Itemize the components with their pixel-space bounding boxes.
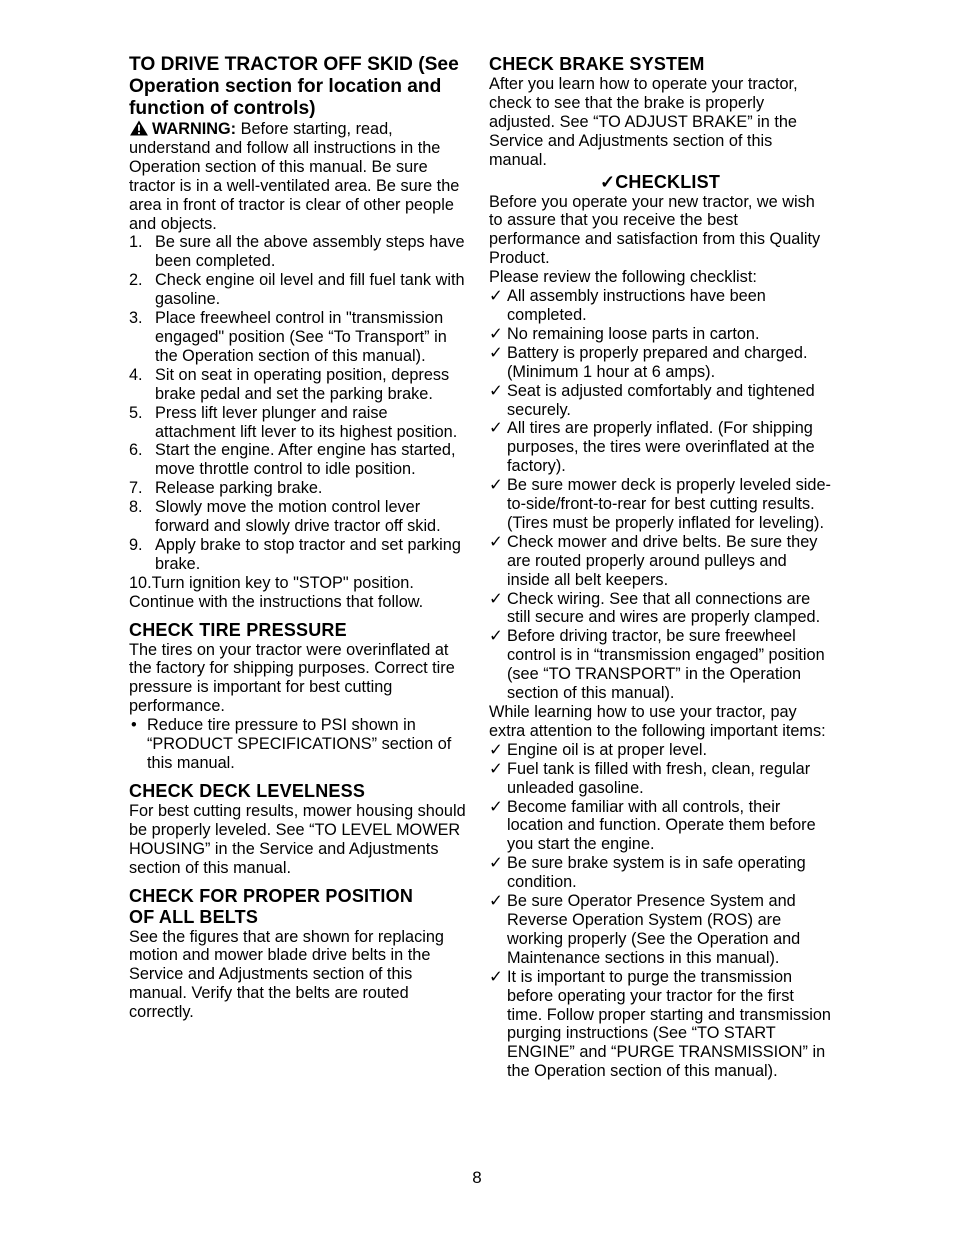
- brake-system-text: After you learn how to operate your tractor, check to see that the brake is properly adjusted. See “TO ADJUST BRAKE” in the Service and Adjustments section of this manual.: [489, 75, 798, 169]
- tire-pressure-bullets: [129, 716, 471, 773]
- warning-label: WARNING:: [152, 120, 237, 138]
- list-item: ✓ Check wiring. See that all connections are still secure and wires are properly clamped.: [489, 589, 821, 627]
- list-item: 2. Check engine oil level and fill fuel tank with gasoline.: [129, 271, 465, 309]
- list-item: ✓ Before driving tractor, be sure freewheel control is in “transmission engaged” position (see “TO TRANSPORT” in the Operation section of this manual).: [489, 627, 825, 703]
- belts-heading: CHECK FOR PROPER POSITION OF ALL BELTS: [129, 885, 414, 927]
- drive-off-skid-heading: TO DRIVE TRACTOR OFF SKID (See Operation section for location and function of controls): [129, 54, 459, 119]
- deck-levelness-text: For best cutting results, mower housing should be properly leveled. See “TO LEVEL MOWER HOUSING” in the Service and Adjustments section of this manual.: [129, 801, 466, 877]
- list-item: ✓ Be sure brake system is in safe operating condition.: [489, 854, 806, 892]
- tire-pressure-text: The tires on your tractor were overinflated at the factory for shipping purposes. Correct tire pressure is important for best cutting performance.: [129, 640, 455, 716]
- list-item: 5. Press lift lever plunger and raise attachment lift lever to its highest position.: [129, 403, 458, 441]
- drive-steps-list: [129, 233, 471, 573]
- deck-levelness-heading: CHECK DECK LEVELNESS: [129, 780, 366, 801]
- check-icon: ✓: [489, 532, 503, 551]
- check-icon: ✓: [489, 627, 503, 646]
- page-number: 8: [472, 1168, 482, 1187]
- check-icon: ✓: [489, 419, 503, 438]
- check-icon: ✓: [489, 589, 503, 608]
- list-item: 4. Sit on seat in operating position, depress brake pedal and set the parking brake.: [129, 365, 450, 403]
- check-icon: ✓: [489, 324, 503, 343]
- bullet-icon: •: [131, 716, 137, 735]
- list-item: ✓ It is important to purge the transmission before operating your tractor for the first time. Follow proper starting and transmission purging instructions (See “TO START ENGINE” and “PURGE TRANSMISSION” in the Operation section of this manual).: [489, 967, 831, 1081]
- right-column: [489, 54, 831, 1081]
- list-item: ✓ Fuel tank is filled with fresh, clean, regular unleaded gasoline.: [489, 759, 811, 797]
- check-icon: ✓: [489, 854, 503, 873]
- list-item: ✓ Become familiar with all controls, their location and function. Operate them before you start the engine.: [489, 797, 816, 854]
- list-item: 6. Start the engine. After engine has started, move throttle control to idle position.: [129, 441, 456, 479]
- check-icon: ✓: [489, 381, 503, 400]
- check-icon: ✓: [489, 287, 503, 306]
- important-items-list: [489, 741, 831, 1081]
- step-10: 10.Turn ignition key to "STOP" position.: [129, 573, 414, 592]
- tire-pressure-heading: CHECK TIRE PRESSURE: [129, 619, 347, 640]
- list-item: ✓ Seat is adjusted comfortably and tightened securely.: [489, 381, 815, 419]
- list-item: ✓ Be sure Operator Presence System and Reverse Operation System (ROS) are working properly (See the Operation and Maintenance sections in this manual).: [489, 892, 801, 967]
- check-icon: ✓: [489, 759, 503, 778]
- check-icon: ✓: [489, 967, 503, 986]
- continue-text: Continue with the instructions that follow.: [129, 592, 424, 611]
- checklist-heading: ✓CHECKLIST: [599, 171, 721, 192]
- list-item: 8. Slowly move the motion control lever forward and slowly drive tractor off skid.: [129, 498, 441, 536]
- review-text: Please review the following checklist:: [489, 268, 757, 287]
- list-item: ✓ All assembly instructions have been completed.: [489, 287, 766, 324]
- check-icon: ✓: [489, 797, 503, 816]
- check-icon: ✓: [489, 343, 503, 362]
- warning-text: Before starting, read, understand and follow all instructions in the Operation section of this manual. Be sure tractor is in a well-ventilated area. Be sure the area in front of tractor is clear of other people and objects.: [129, 120, 460, 233]
- brake-system-heading: CHECK BRAKE SYSTEM: [489, 54, 705, 74]
- list-item: • Reduce tire pressure to PSI shown in “PRODUCT SPECIFICATIONS” section of this manual.: [131, 716, 452, 772]
- list-item: ✓ Engine oil is at proper level.: [489, 740, 708, 759]
- check-icon: ✓: [489, 740, 503, 759]
- left-column: [129, 54, 471, 1022]
- list-item: 3. Place freewheel control in "transmission engaged" position (See “To Transport” in the Operation section of this manual).: [129, 309, 447, 365]
- learning-text: While learning how to use your tractor, pay extra attention to the following important items:: [489, 703, 826, 740]
- checklist-intro: Before you operate your new tractor, we wish to assure that you receive the best performance and satisfaction from this Quality Product.: [489, 192, 821, 268]
- list-item: ✓ All tires are properly inflated. (For shipping purposes, the tires were overinflated at the factory).: [489, 419, 815, 476]
- check-icon: ✓: [489, 892, 503, 911]
- list-item: ✓ Battery is properly prepared and charged. (Minimum 1 hour at 6 amps).: [489, 343, 808, 381]
- list-item: ✓ Check mower and drive belts. Be sure they are routed properly around pulleys and inside all belt keepers.: [489, 532, 818, 589]
- check-icon: ✓: [489, 476, 503, 495]
- warning-triangle-icon: [129, 120, 149, 136]
- list-item: 7. Release parking brake.: [129, 479, 323, 498]
- checklist-list: [489, 287, 831, 703]
- list-item: 1. Be sure all the above assembly steps have been completed.: [129, 233, 465, 271]
- list-item: ✓ Be sure mower deck is properly leveled side-to-side/front-to-rear for best cutting results. (Tires must be properly inflated for leveling).: [489, 476, 831, 532]
- belts-text: See the figures that are shown for replacing motion and mower blade drive belts in the Service and Adjustments section of this manual. Verify that the belts are routed correctly.: [129, 927, 444, 1022]
- warning-paragraph: [129, 120, 471, 233]
- list-item: ✓ No remaining loose parts in carton.: [489, 324, 760, 343]
- list-item: 9. Apply brake to stop tractor and set parking brake.: [129, 535, 461, 573]
